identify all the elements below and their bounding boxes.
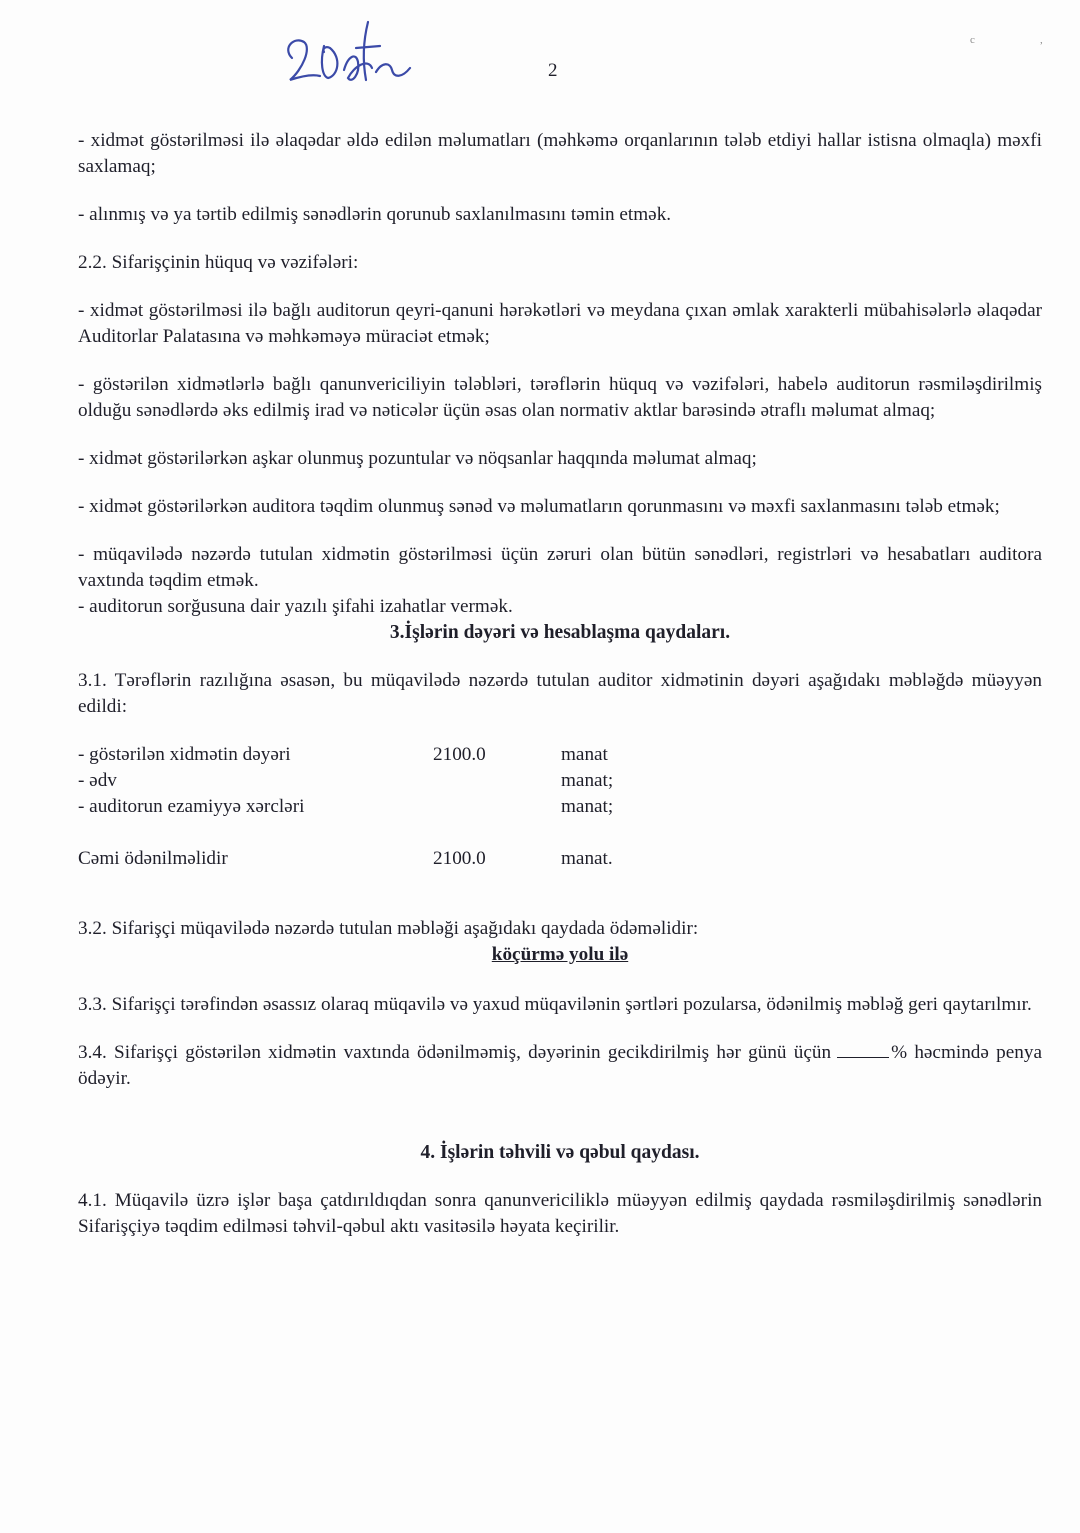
- paragraph-penalty: [78, 1040, 1042, 1092]
- payment-total-label: Cəmi ödənilməlidir: [78, 848, 228, 869]
- payment-unit: manat;: [561, 770, 614, 791]
- corner-mark: ,: [1040, 34, 1043, 46]
- payment-table: [78, 742, 1042, 872]
- payment-method: köçürmə yolu ilə: [491, 944, 629, 965]
- corner-mark: c: [970, 34, 975, 46]
- payment-row: [78, 742, 1042, 768]
- payment-amount: [433, 768, 561, 794]
- section-heading: 4. İşlərin təhvili və qəbul qaydası.: [420, 1142, 700, 1163]
- paragraph: - müqavilədə nəzərdə tutulan xidmətin göstərilməsi üçün zəruri olan bütün sənədləri, registrləri və hesabatları auditora vaxtında təqdim etmək.: [78, 544, 1042, 591]
- penalty-percent-blank: [837, 1043, 889, 1058]
- page-number: 2: [548, 60, 558, 81]
- document-body: [78, 128, 1042, 1240]
- paragraph: - xidmət göstərilməsi ilə bağlı auditorun qeyri-qanuni hərəkətləri və meydana çıxan əmlak xarakterli mübahisələrlə əlaqədar Auditorlar Palatasına və məhkəməyə müraciət etmək;: [78, 300, 1042, 347]
- paragraph: 4.1. Müqavilə üzrə işlər başa çatdırıldıqdan sonra qanunvericiliklə müəyyən edilmiş qaydada rəsmiləşdirilmiş sənədlərin Sifarişçiyə təqdim edilməsi təhvil-qəbul aktı vasitəsilə həyata keçirilir.: [78, 1190, 1042, 1237]
- paragraph: - xidmət göstərilməsi ilə əlaqədar əldə edilən məlumatları (məhkəmə orqanlarının tələb etdiyi hallar istisna olmaqla) məxfi saxlamaq;: [78, 130, 1042, 177]
- handwritten-signature: [272, 18, 422, 98]
- paragraph: 3.1. Tərəflərin razılığına əsasən, bu müqavilədə nəzərdə tutulan auditor xidmətinin dəyəri aşağıdakı məbləğdə müəyyən edildi:: [78, 670, 1042, 717]
- paragraph: - xidmət göstərilərkən aşkar olunmuş pozuntular və nöqsanlar haqqında məlumat almaq;: [78, 448, 757, 469]
- paragraph: 3.2. Sifarişçi müqavilədə nəzərdə tutulan məbləği aşağıdakı qaydada ödəməlidir:: [78, 918, 699, 939]
- payment-total-row: [78, 846, 1042, 872]
- paragraph: 2.2. Sifarişçinin hüquq və vəzifələri:: [78, 252, 359, 273]
- paragraph: - auditorun sorğusuna dair yazılı şifahi izahatlar vermək.: [78, 596, 513, 617]
- penalty-text-start: 3.4. Sifarişçi göstərilən xidmətin vaxtında ödənilməmiş, dəyərinin gecikdirilmiş hər günü üçün: [78, 1042, 832, 1063]
- paragraph: - göstərilən xidmətlərlə bağlı qanunvericiliyin tələbləri, tərəflərin hüquq və vəzifələri, habelə auditorun rəsmiləşdirilmiş olduğu sənədlərdə əks edilmiş irad və nəticələr üçün əsas olan normativ aktlar barəsində ətraflı məlumat almaq;: [78, 374, 1042, 421]
- payment-label: - ədv: [78, 770, 117, 791]
- payment-label: - auditorun ezamiyyə xərcləri: [78, 796, 305, 817]
- payment-label: - göstərilən xidmətin dəyəri: [78, 744, 291, 765]
- payment-amount: [433, 794, 561, 820]
- payment-row: [78, 794, 1042, 820]
- paragraph: - xidmət göstərilərkən auditora təqdim olunmuş sənəd və məlumatların qorunmasını və məxfi saxlanmasını tələb etmək;: [78, 496, 1000, 517]
- paragraph: - alınmış və ya tərtib edilmiş sənədlərin qorunub saxlanılmasını təmin etmək.: [78, 204, 672, 225]
- section-heading: 3.İşlərin dəyəri və hesablaşma qaydaları.: [389, 622, 731, 643]
- payment-total-unit: manat.: [561, 848, 613, 869]
- payment-amount: 2100.0: [433, 744, 486, 765]
- payment-unit: manat;: [561, 796, 614, 817]
- penalty-text-end: % həcmində penya ödəyir.: [78, 1042, 1042, 1089]
- payment-total-amount: 2100.0: [433, 848, 486, 869]
- payment-row: [78, 768, 1042, 794]
- paragraph: 3.3. Sifarişçi tərəfindən əsassız olaraq müqavilə və yaxud müqavilənin şərtləri pozularsa, ödənilmiş məbləğ geri qaytarılmır.: [78, 994, 1032, 1015]
- payment-unit: manat: [561, 744, 608, 765]
